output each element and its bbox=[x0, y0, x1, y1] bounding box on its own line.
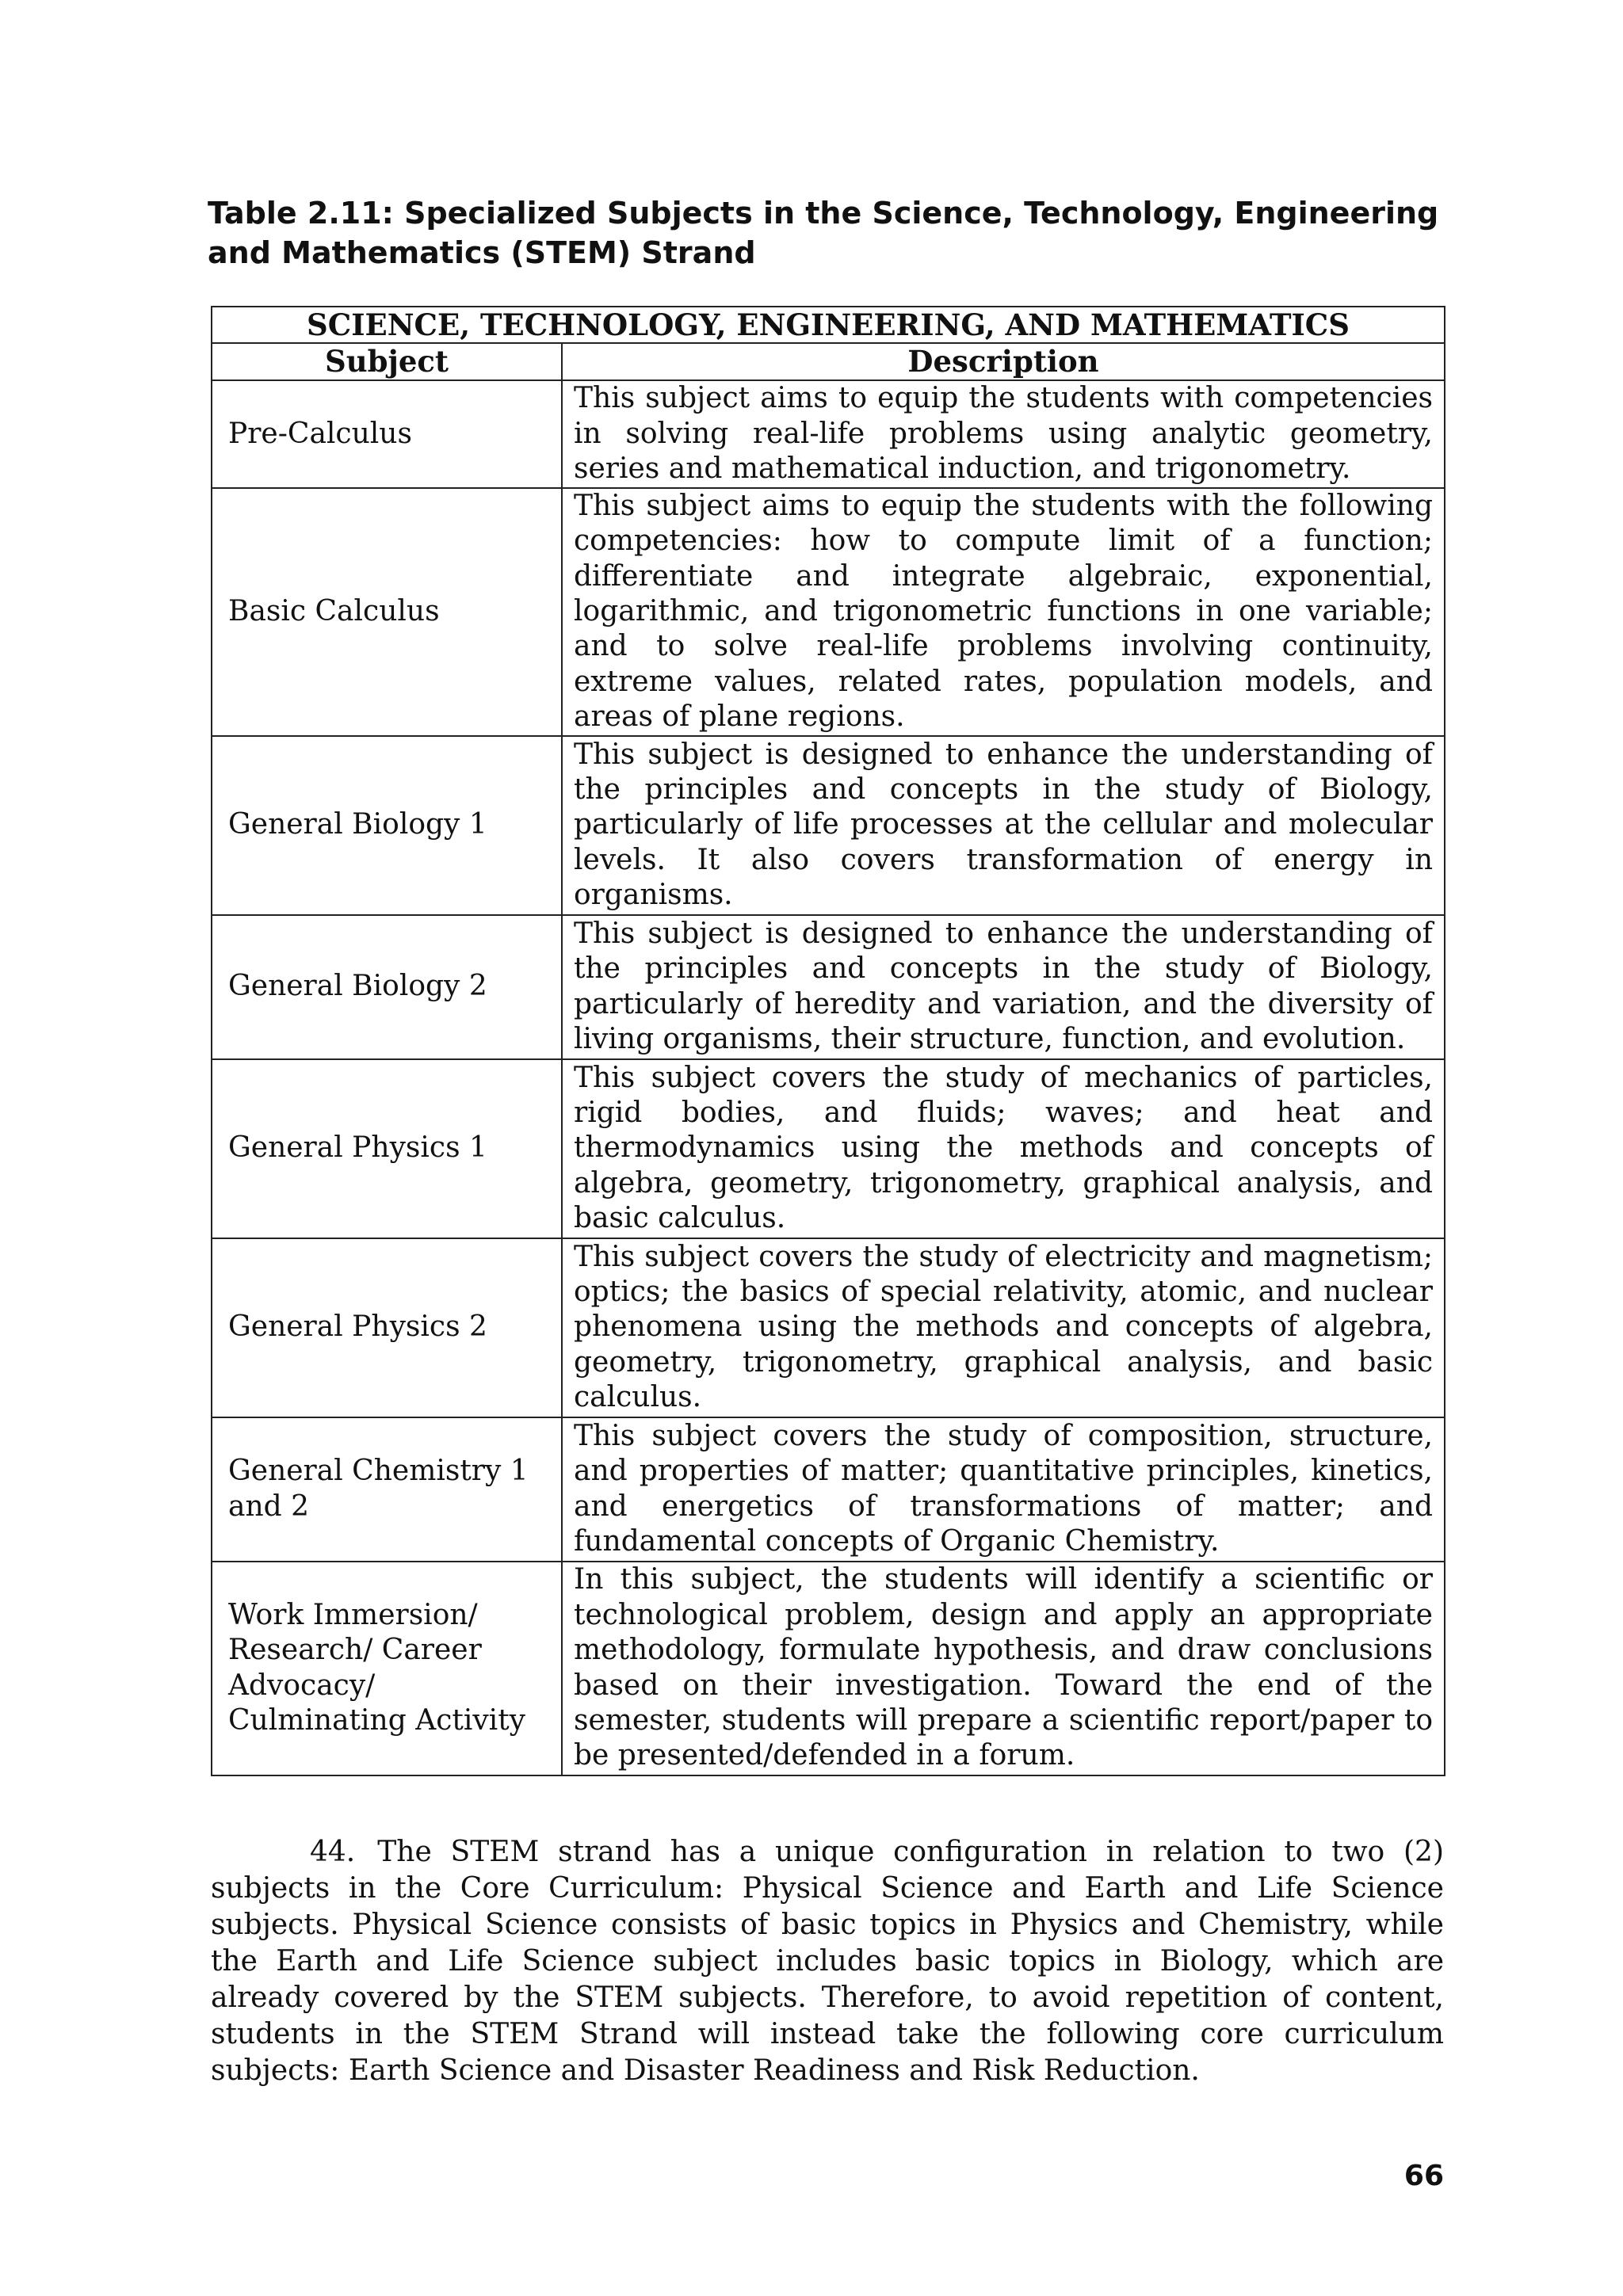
description-cell: This subject covers the study of electricity and magnetism; optics; the basics of special relativity, atomic, and nuclear phenomena using the methods and concepts of algebra, geometry, trigonometry, graphical analysis, and basic calculus. bbox=[562, 1238, 1445, 1417]
description-cell: In this subject, the students will identify a scientific or technological problem, design and apply an appropriate methodology, formulate hypothesis, and draw conclusions based on their investigation. Toward the end of the semester, students will prepare a scientific report/paper to be presented/defended in a forum. bbox=[562, 1562, 1445, 1775]
description-cell: This subject is designed to enhance the understanding of the principles and concepts in the study of Biology, particularly of life processes at the cellular and molecular levels. It also covers transformation of energy in organisms. bbox=[562, 736, 1445, 915]
table-row bbox=[212, 1562, 1445, 1775]
table-title: SCIENCE, TECHNOLOGY, ENGINEERING, AND MATHEMATICS bbox=[212, 307, 1445, 343]
table-title-row bbox=[212, 307, 1445, 343]
table-row bbox=[212, 1417, 1445, 1562]
table-row bbox=[212, 736, 1445, 915]
subject-cell: Basic Calculus bbox=[212, 488, 562, 736]
table-row bbox=[212, 915, 1445, 1059]
description-cell: This subject is designed to enhance the understanding of the principles and concepts in the study of Biology, particularly of heredity and variation, and the diversity of living organisms, their structure, function, and evolution. bbox=[562, 915, 1445, 1059]
body-paragraph bbox=[211, 1834, 1444, 2089]
subject-cell: General Biology 1 bbox=[212, 736, 562, 915]
page-number: 66 bbox=[1403, 2160, 1444, 2192]
subject-cell: General Physics 1 bbox=[212, 1059, 562, 1238]
table-header-row bbox=[212, 343, 1445, 379]
table-row bbox=[212, 1059, 1445, 1238]
description-cell: This subject covers the study of mechanics of particles, rigid bodies, and fluids; waves; and heat and thermodynamics using the methods and concepts of algebra, geometry, trigonometry, graphical analysis, and basic calculus. bbox=[562, 1059, 1445, 1238]
subject-cell: General Chemistry 1 and 2 bbox=[212, 1417, 562, 1562]
table-row bbox=[212, 488, 1445, 736]
description-cell: This subject aims to equip the students with the following competencies: how to compute limit of a function; differentiate and integrate algebraic, exponential, logarithmic, and trigonometric functions in one variable; and to solve real-life problems involving continuity, extreme values, related rates, population models, and areas of plane regions. bbox=[562, 488, 1445, 736]
column-header-subject: Subject bbox=[212, 343, 562, 379]
stem-subjects-table bbox=[211, 306, 1445, 1776]
subject-cell: General Biology 2 bbox=[212, 915, 562, 1059]
subject-cell: Work Immersion/ Research/ Career Advocacy/ Culminating Activity bbox=[212, 1562, 562, 1775]
table-row bbox=[212, 380, 1445, 488]
paragraph-number: 44. bbox=[310, 1836, 356, 1868]
subject-cell: Pre-Calculus bbox=[212, 380, 562, 488]
description-cell: This subject covers the study of composition, structure, and properties of matter; quantitative principles, kinetics, and energetics of transformations of matter; and fundamental concepts of Organic Chemistry. bbox=[562, 1417, 1445, 1562]
paragraph-text: The STEM strand has a unique configuration in relation to two (2) subjects in the Core Curriculum: Physical Science and Earth and Life Science subjects. Physical Science consists of basic topics in Physics and Chemistry, while the Earth and Life Science subject includes basic topics in Biology, which are already covered by the STEM subjects. Therefore, to avoid repetition of content, students in the STEM Strand will instead take the following core curriculum subjects: Earth Science and Disaster Readiness and Risk Reduction. bbox=[211, 1836, 1444, 2087]
description-cell: This subject aims to equip the students with competencies in solving real-life problems using analytic geometry, series and mathematical induction, and trigonometry. bbox=[562, 380, 1445, 488]
table-caption: Table 2.11: Specialized Subjects in the Science, Technology, Engineering and Mathematics (STEM) Strand bbox=[208, 196, 1439, 270]
subject-cell: General Physics 2 bbox=[212, 1238, 562, 1417]
table-row bbox=[212, 1238, 1445, 1417]
column-header-description: Description bbox=[562, 343, 1445, 379]
